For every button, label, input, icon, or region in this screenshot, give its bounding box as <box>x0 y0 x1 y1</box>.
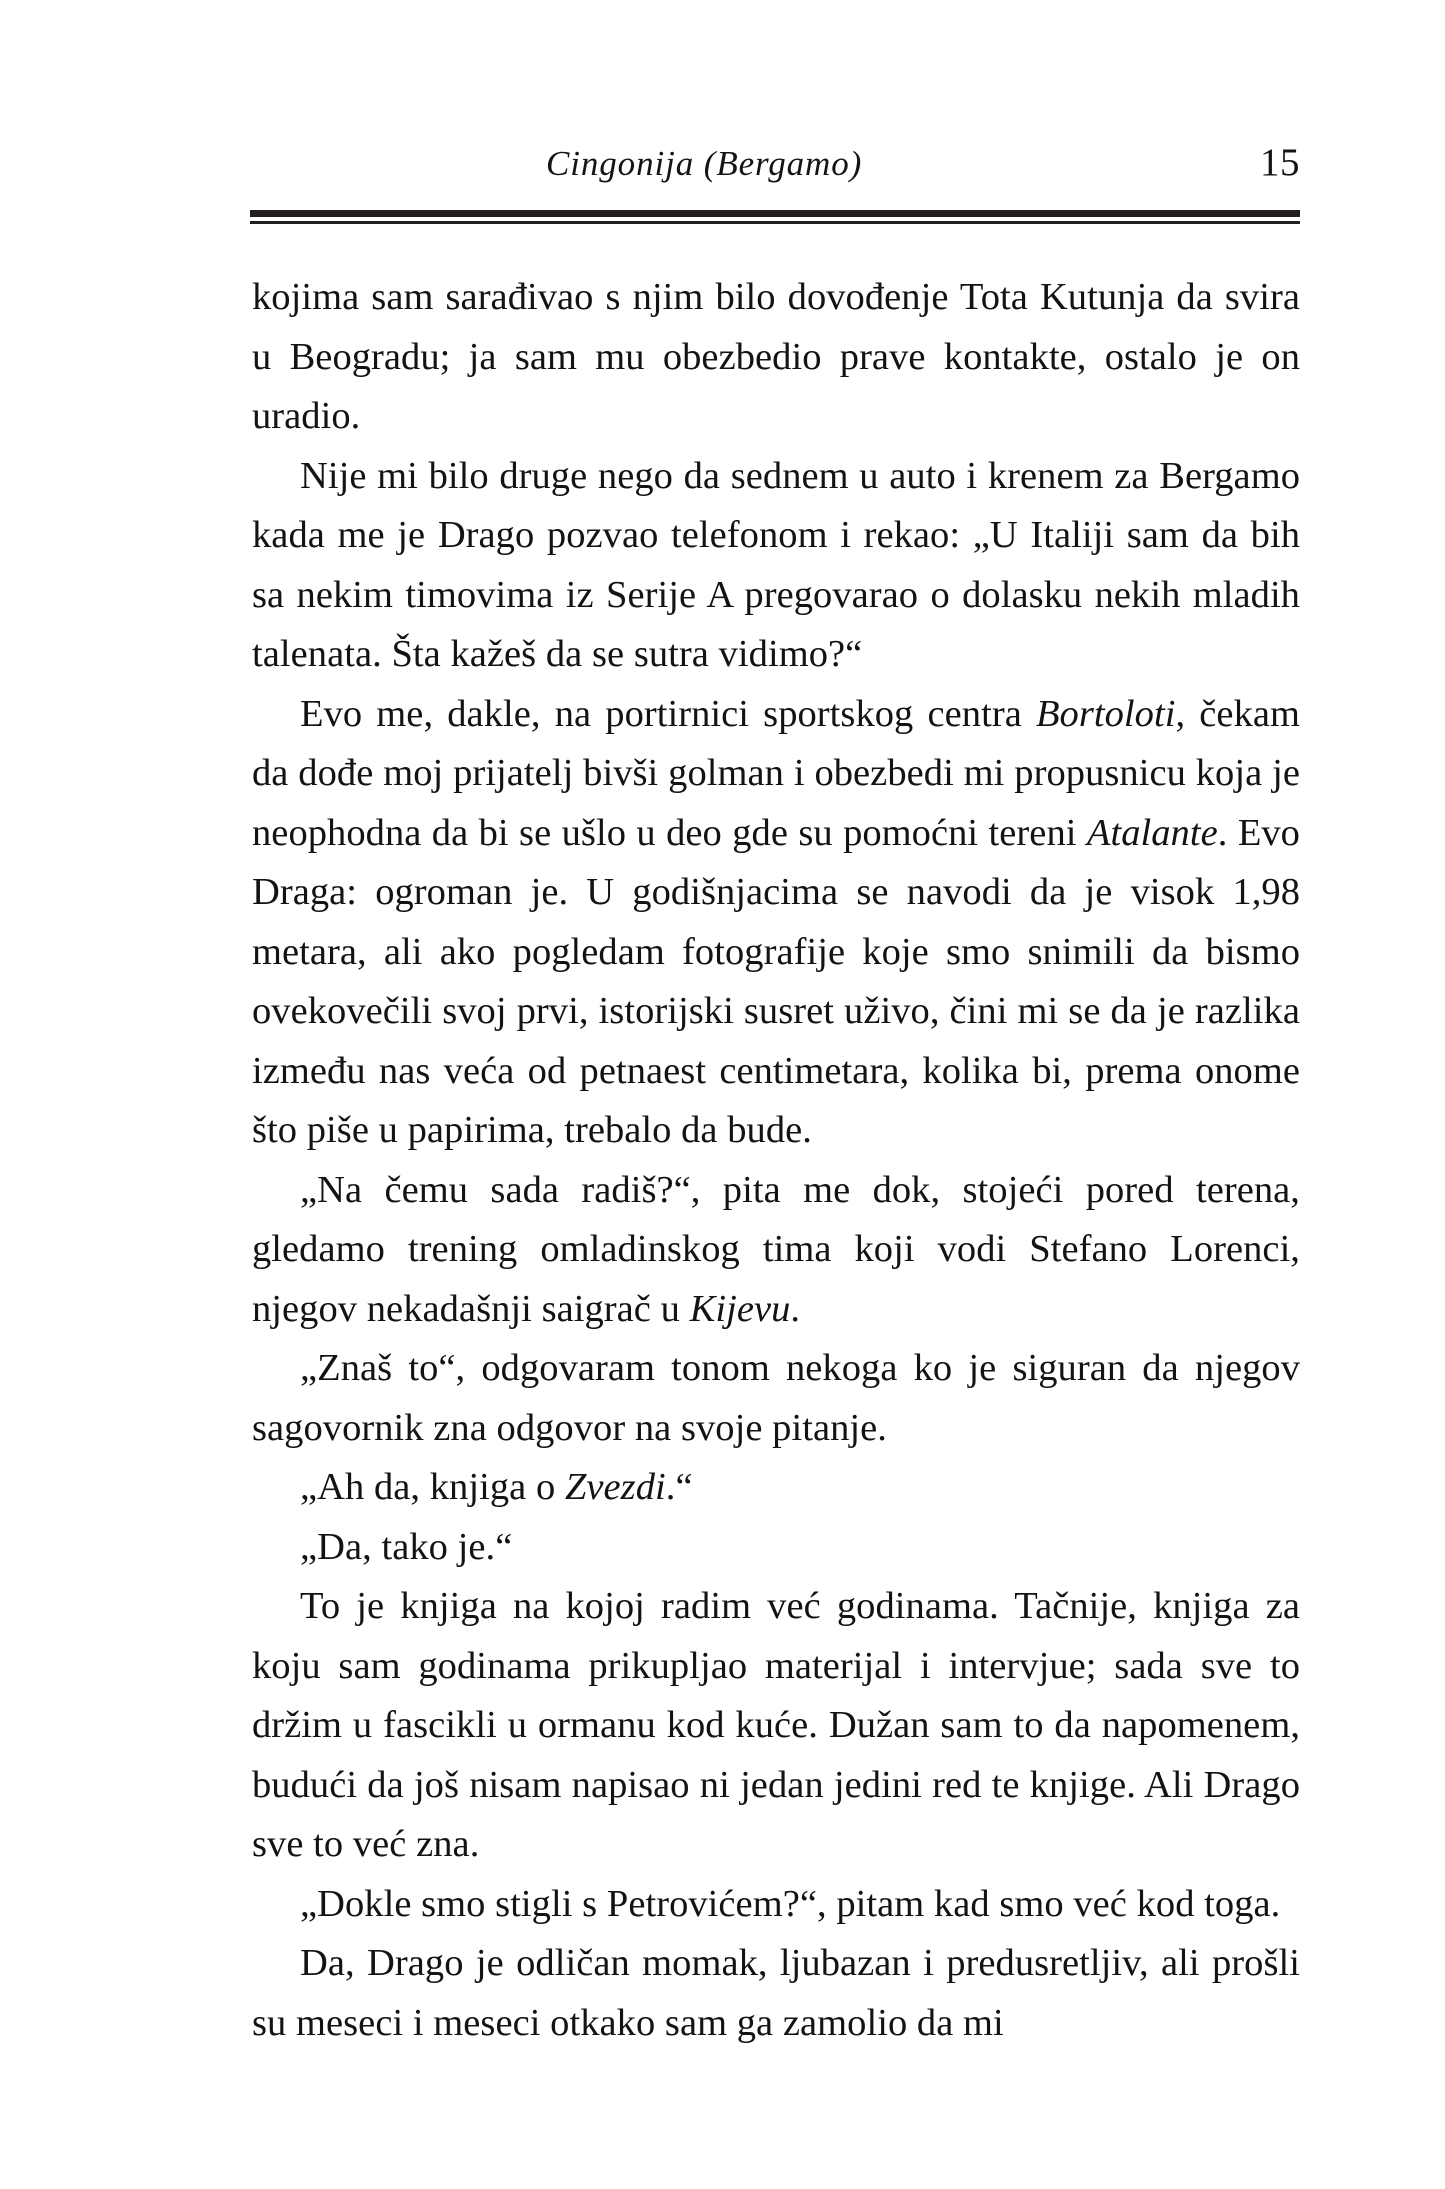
emphasis-text: Atalante <box>1086 811 1218 854</box>
running-head-row <box>250 140 1300 202</box>
body-text-block <box>252 268 1300 2053</box>
page-header <box>250 140 1300 224</box>
paragraph: „Dokle smo stigli s Petrovićem?“, pitam kad smo već kod toga. <box>300 1882 1281 1925</box>
running-head-title: Cingonija (Bergamo) <box>546 144 863 183</box>
emphasis-text: Zvezdi <box>564 1466 666 1508</box>
emphasis-text: Bortoloti <box>1035 692 1176 735</box>
emphasis-text: Kijevu <box>689 1287 791 1330</box>
paragraph: „Ah da, knjiga o Zvezdi.“ <box>300 1466 693 1508</box>
paragraph: Evo me, dakle, na portirnici sportskog centra Bortoloti, čekam da dođe moj prijatelj bivši golman i obezbedi mi propusnicu koja je neophodna da bi se ušlo u deo gde su pomoćni tereni Atalante. Evo Draga: ogroman je. U godišnjacima se navodi da je visok 1,98 metara, ali ako pogledam fotografije koje smo snimili da bismo ovekovečili svoj prvi, istorijski susret uživo, čini mi se da je razlika između nas veća od petnaest centimetara, kolika bi, prema onome što piše u papirima, trebalo da bude. <box>252 692 1301 1151</box>
paragraph: „Znaš to“, odgovaram tonom nekoga ko je siguran da njegov sagovornik zna odgovor na svoje pitanje. <box>252 1347 1300 1449</box>
paragraph: kojima sam sarađivao s njim bilo dovođenje Tota Kutunja da svira u Beogradu; ja sam mu obezbedio prave kontakte, ostalo je on uradio. <box>252 276 1300 437</box>
header-double-rule <box>250 210 1300 224</box>
paragraph: Nije mi bilo druge nego da sednem u auto i krenem za Bergamo kada me je Drago pozvao telefonom i rekao: „U Italiji sam da bih sa nekim timovima iz Serije A pregovarao o dolasku nekih mladih talenata. Šta kažeš da se sutra vidimo?“ <box>252 454 1300 675</box>
paragraph: Da, Drago je odličan momak, ljubazan i predusretljiv, ali prošli su meseci i meseci otkako sam ga zamolio da mi <box>252 1942 1300 2044</box>
paragraph: „Na čemu sada radiš?“, pita me dok, stojeći pored terena, gledamo trening omladinskog tima koji vodi Stefano Lorenci, njegov nekadašnji saigrač u Kijevu. <box>252 1168 1300 1330</box>
header-rule-thick <box>250 210 1300 217</box>
header-rule-thin <box>250 221 1300 224</box>
paragraph: To je knjiga na kojoj radim već godinama. Tačnije, knjiga za koju sam godinama prikupljao materijal i intervjue; sada sve to držim u fascikli u ormanu kod kuće. Dužan sam to da napomenem, budući da još nisam napisao ni jedan jedini red te knjige. Ali Drago sve to već zna. <box>252 1585 1300 1865</box>
page-number: 15 <box>1260 141 1300 184</box>
paragraph: „Da, tako je.“ <box>300 1525 513 1568</box>
